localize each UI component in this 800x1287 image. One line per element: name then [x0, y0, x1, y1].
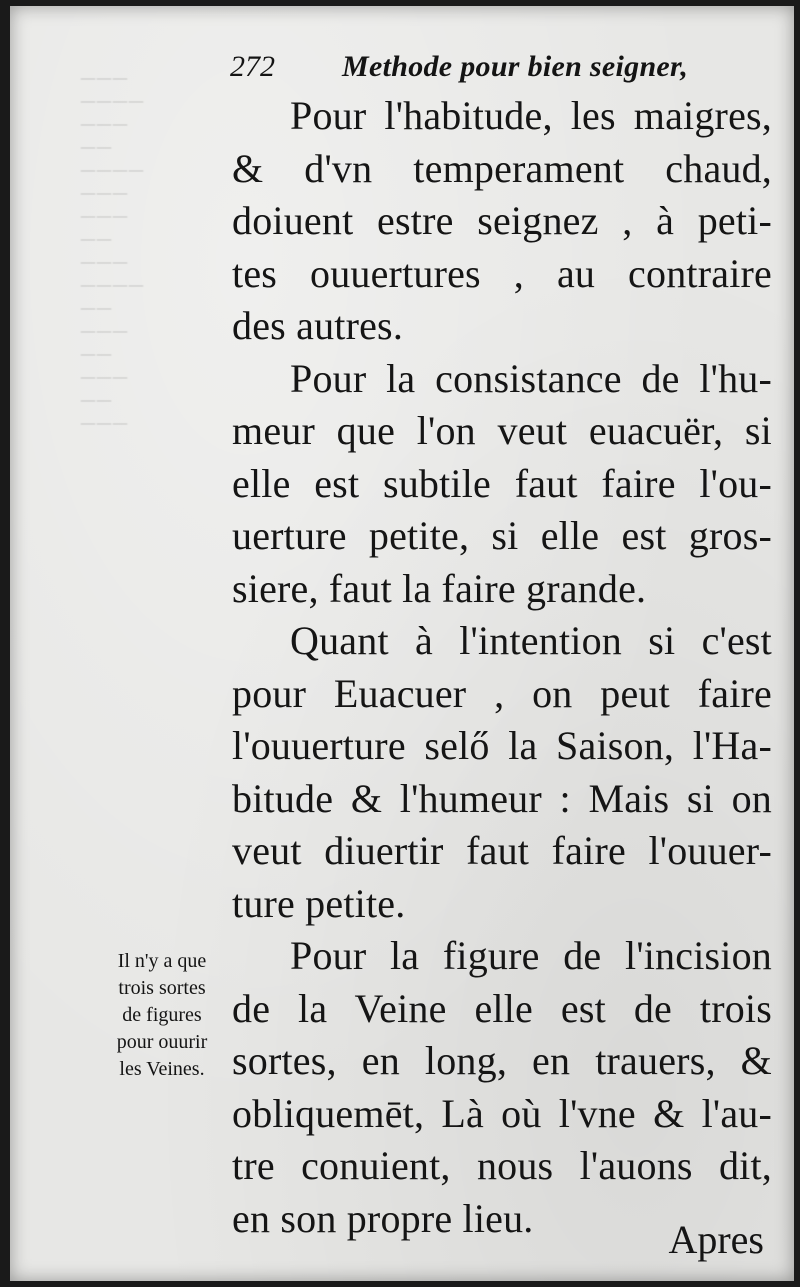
margin-note-line: de figures	[122, 1004, 202, 1026]
page-header	[222, 46, 742, 86]
text-line: en son propre lieu.	[232, 1195, 534, 1241]
main-text-block	[232, 90, 772, 1245]
text-line: l'ouuerture selő la Saison, l'Ha-	[232, 723, 772, 768]
margin-note	[92, 948, 232, 1083]
text-line: obliquemēt, Là où l'vne & l'au-	[232, 1090, 772, 1136]
text-line: veut diuertir faut faire l'ouuer-	[232, 828, 772, 873]
text-line: Pour l'habitude, les maigres,	[290, 93, 772, 138]
catchword: Apres	[668, 1217, 764, 1262]
text-line: des autres.	[232, 303, 404, 348]
margin-note-line: trois sortes	[118, 977, 206, 999]
running-head: Methode pour bien seigner,	[342, 50, 689, 83]
text-line: elle est subtile faut faire l'ou-	[232, 460, 772, 506]
text-line: Pour la consistance de l'hu-	[290, 355, 772, 401]
text-line: Pour la figure de l'incision	[290, 933, 772, 978]
text-line: pour Euacuer , on peut faire	[232, 670, 772, 716]
text-line: de la Veine elle est de trois	[232, 985, 772, 1031]
text-line: Quant à l'intention si c'est	[290, 618, 772, 663]
text-line: tre conuient, nous l'auons dit,	[232, 1143, 772, 1188]
book-page	[10, 6, 794, 1281]
text-line: bitude & l'humeur : Mais si on	[232, 775, 772, 821]
text-line: meur que l'on veut euacuër, si	[232, 408, 772, 453]
text-line: sortes, en long, en trauers, &	[232, 1038, 772, 1083]
margin-note-line: les Veines.	[119, 1058, 205, 1080]
text-line: uerture petite, si elle est gros-	[232, 513, 772, 558]
text-line: & d'vn temperament chaud,	[232, 145, 772, 191]
margin-note-line: pour ouurir	[116, 1031, 208, 1053]
text-line: doiuent estre seignez , à peti-	[232, 198, 772, 243]
show-through-text: ——— ———— ——— —— ———— ——— ——— —— ——— ———— —— ——— —— ——— —— ———	[80, 68, 144, 432]
page-number: 272	[230, 50, 275, 83]
margin-note-line: Il n'y a que	[117, 950, 207, 972]
text-line: ture petite.	[232, 880, 406, 926]
text-line: tes ouuertures , au contraire	[232, 250, 772, 296]
text-line: siere, faut la faire grande.	[232, 565, 647, 611]
